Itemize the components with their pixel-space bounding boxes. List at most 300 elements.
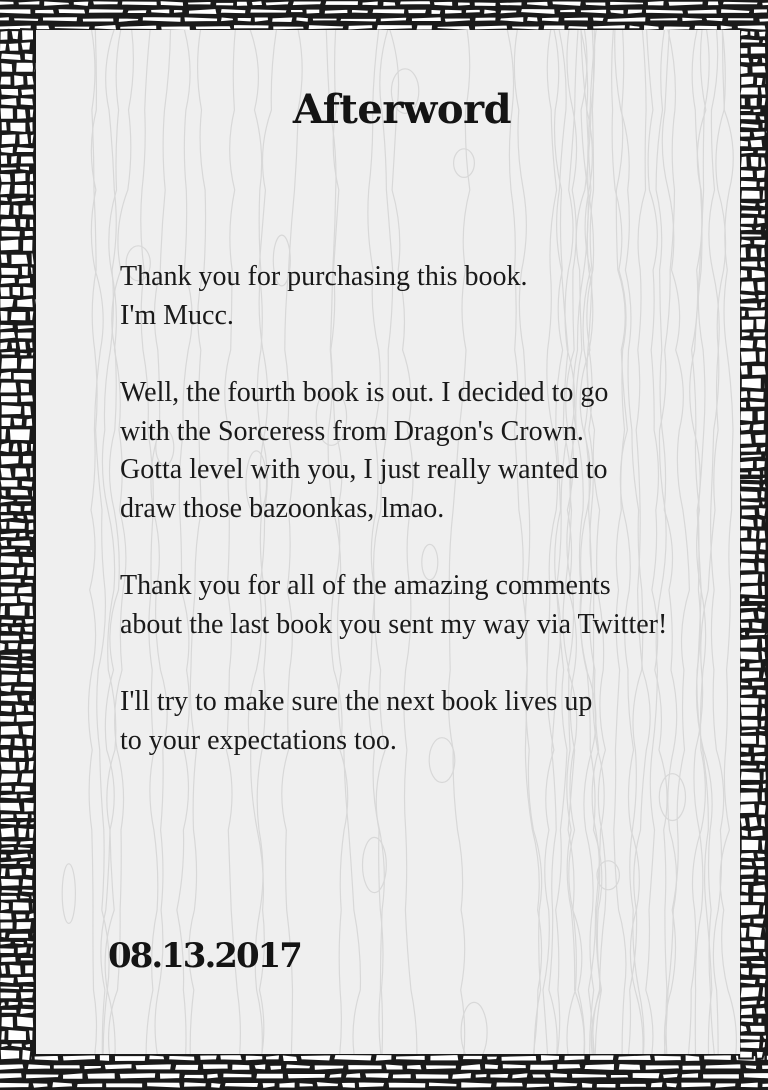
border-stone bbox=[0, 267, 19, 276]
border-stone bbox=[26, 704, 34, 713]
border-stone bbox=[761, 791, 766, 802]
border-stone bbox=[17, 827, 27, 838]
border-stone bbox=[460, 1081, 492, 1088]
border-stone bbox=[740, 483, 761, 489]
border-stone bbox=[10, 254, 29, 265]
border-stone bbox=[756, 852, 766, 858]
border-stone bbox=[0, 802, 21, 812]
border-stone bbox=[224, 1082, 260, 1088]
border-stone bbox=[765, 917, 767, 924]
border-stone bbox=[202, 1063, 229, 1070]
border-stone bbox=[0, 635, 21, 642]
border-stone bbox=[0, 853, 7, 859]
border-stone bbox=[739, 410, 753, 422]
border-stone bbox=[24, 230, 34, 237]
border-stone bbox=[1, 133, 17, 145]
border-stone bbox=[22, 985, 35, 990]
border-stone bbox=[0, 947, 15, 954]
border-stone bbox=[758, 30, 767, 37]
border-stone bbox=[392, 1073, 412, 1079]
border-stone bbox=[740, 150, 754, 155]
paragraph-1 bbox=[120, 258, 720, 335]
border-stone bbox=[62, 1054, 96, 1061]
border-stone bbox=[495, 1081, 524, 1087]
border-stone bbox=[748, 632, 767, 637]
border-stone bbox=[20, 155, 35, 164]
border-stone bbox=[27, 749, 35, 760]
border-stone bbox=[752, 884, 766, 894]
border-stone bbox=[11, 442, 19, 453]
border-stone bbox=[0, 878, 20, 887]
border-stone bbox=[760, 698, 766, 705]
border-stone bbox=[22, 455, 33, 465]
border-stone bbox=[741, 597, 746, 603]
border-stone bbox=[19, 352, 28, 357]
border-stone bbox=[739, 1041, 760, 1049]
border-stone bbox=[765, 390, 767, 398]
border-stone bbox=[21, 265, 29, 276]
border-stone bbox=[0, 146, 14, 155]
border-stone bbox=[740, 631, 747, 637]
border-stone bbox=[399, 0, 432, 5]
border-stone bbox=[86, 1072, 116, 1079]
border-stone bbox=[755, 1007, 767, 1015]
border-stone bbox=[764, 926, 767, 938]
border-stone bbox=[740, 719, 759, 728]
border-stone bbox=[33, 277, 34, 284]
border-stone bbox=[0, 183, 11, 195]
border-stone bbox=[291, 0, 322, 6]
border-stone bbox=[703, 1054, 732, 1061]
border-stone bbox=[0, 230, 21, 238]
border-stone bbox=[31, 931, 34, 937]
border-stone bbox=[188, 8, 218, 15]
border-stone bbox=[741, 377, 762, 389]
border-stone bbox=[750, 46, 766, 55]
border-stone bbox=[0, 539, 8, 547]
border-stone bbox=[499, 16, 525, 23]
border-stone bbox=[351, 9, 369, 14]
border-stone bbox=[444, 17, 472, 22]
border-stone bbox=[754, 860, 765, 867]
border-stone bbox=[762, 670, 767, 680]
border-stone bbox=[314, 1064, 345, 1071]
border-stone bbox=[764, 517, 767, 527]
border-stone bbox=[7, 642, 19, 650]
border-stone bbox=[0, 548, 16, 554]
border-stone bbox=[760, 156, 767, 168]
border-stone bbox=[762, 783, 767, 790]
border-stone bbox=[24, 618, 35, 625]
afterword-body bbox=[120, 258, 720, 799]
text-line: Well, the fourth book is out. I decided to go bbox=[120, 377, 609, 408]
border-stone bbox=[0, 1030, 6, 1041]
border-stone bbox=[28, 1029, 34, 1041]
border-stone bbox=[233, 24, 270, 29]
border-stone bbox=[9, 852, 29, 859]
border-stone bbox=[10, 504, 22, 512]
border-stone bbox=[10, 155, 18, 165]
border-stone bbox=[765, 1050, 766, 1060]
border-stone bbox=[305, 9, 320, 15]
border-stone bbox=[206, 1073, 219, 1080]
border-stone bbox=[82, 17, 115, 22]
border-stone bbox=[21, 29, 35, 41]
border-stone bbox=[681, 17, 703, 22]
border-stone bbox=[24, 1043, 31, 1049]
border-stone bbox=[21, 204, 35, 216]
border-stone bbox=[748, 400, 765, 407]
border-stone bbox=[269, 1065, 282, 1071]
border-stone bbox=[105, 1082, 143, 1088]
border-stone bbox=[33, 595, 35, 604]
border-stone bbox=[474, 1, 497, 7]
text-line: with the Sorceress from Dragon's Crown. bbox=[120, 415, 584, 447]
border-stone bbox=[287, 1073, 326, 1080]
border-stone bbox=[764, 454, 767, 460]
border-stone bbox=[0, 813, 14, 819]
border-stone bbox=[764, 227, 767, 232]
border-stone bbox=[10, 539, 31, 547]
paragraph-4 bbox=[120, 683, 720, 760]
border-stone bbox=[739, 1035, 761, 1041]
border-stone bbox=[755, 318, 766, 330]
border-stone bbox=[0, 1049, 20, 1060]
border-stone bbox=[16, 585, 32, 594]
border-stone bbox=[526, 1083, 551, 1089]
border-stone bbox=[756, 688, 767, 695]
border-stone bbox=[457, 1, 471, 6]
border-stone bbox=[7, 933, 29, 939]
border-stone bbox=[0, 618, 14, 624]
border-stone bbox=[19, 820, 28, 825]
border-stone bbox=[740, 280, 756, 292]
border-stone bbox=[563, 1055, 585, 1062]
border-stone bbox=[571, 1073, 608, 1079]
border-stone bbox=[705, 17, 724, 22]
border-stone bbox=[0, 310, 8, 322]
border-stone bbox=[21, 659, 34, 665]
border-stone bbox=[298, 1082, 314, 1088]
border-stone bbox=[0, 238, 19, 251]
border-stone bbox=[758, 734, 767, 746]
border-stone bbox=[33, 42, 35, 52]
border-stone bbox=[740, 852, 756, 860]
border-stone bbox=[29, 549, 33, 553]
border-stone bbox=[99, 1054, 110, 1062]
border-stone bbox=[0, 357, 18, 370]
border-stone bbox=[755, 225, 762, 231]
border-stone bbox=[761, 56, 767, 64]
border-stone bbox=[741, 331, 751, 338]
border-stone bbox=[739, 585, 759, 597]
border-stone bbox=[739, 960, 748, 965]
border-stone bbox=[753, 8, 768, 14]
border-stone bbox=[740, 260, 758, 268]
border-stone bbox=[0, 941, 12, 946]
border-stone bbox=[511, 1072, 529, 1079]
border-stone bbox=[20, 357, 35, 370]
border-stone bbox=[282, 1054, 299, 1062]
border-stone bbox=[384, 1063, 403, 1070]
border-stone bbox=[215, 2, 234, 7]
border-stone bbox=[183, 1081, 207, 1088]
border-stone bbox=[23, 505, 32, 512]
border-stone bbox=[0, 715, 16, 723]
border-stone bbox=[751, 680, 765, 687]
border-stone bbox=[740, 610, 756, 620]
border-stone bbox=[0, 901, 10, 911]
border-stone bbox=[0, 1016, 14, 1029]
border-stone bbox=[762, 1034, 767, 1040]
border-stone bbox=[751, 621, 762, 630]
border-stone bbox=[739, 471, 749, 475]
border-stone bbox=[0, 586, 16, 595]
border-stone bbox=[16, 566, 26, 577]
border-stone bbox=[592, 24, 626, 29]
border-stone bbox=[28, 828, 35, 839]
border-stone bbox=[529, 1064, 554, 1071]
border-stone bbox=[740, 622, 751, 630]
border-stone bbox=[29, 946, 34, 955]
border-stone bbox=[21, 888, 34, 893]
text-line: Gotta level with you, I just really wanted to bbox=[120, 454, 608, 485]
border-stone bbox=[758, 728, 765, 732]
border-stone bbox=[762, 1041, 767, 1049]
border-stone bbox=[0, 956, 17, 963]
border-stone bbox=[0, 371, 12, 380]
border-stone bbox=[264, 1, 290, 7]
border-stone bbox=[748, 816, 759, 828]
border-stone bbox=[556, 1063, 581, 1070]
border-stone bbox=[761, 1064, 768, 1070]
border-stone bbox=[17, 331, 33, 339]
border-stone bbox=[760, 209, 766, 216]
border-stone bbox=[765, 829, 767, 837]
border-stone bbox=[0, 0, 15, 6]
border-stone bbox=[382, 1, 396, 7]
border-stone bbox=[740, 999, 758, 1006]
border-stone bbox=[740, 454, 763, 459]
border-stone bbox=[0, 521, 8, 530]
border-stone bbox=[647, 0, 665, 6]
border-stone bbox=[765, 622, 767, 630]
border-stone bbox=[0, 324, 14, 331]
border-stone bbox=[650, 1081, 664, 1088]
border-stone bbox=[760, 706, 767, 718]
border-stone bbox=[662, 1073, 679, 1080]
border-stone bbox=[10, 311, 27, 321]
border-stone bbox=[324, 0, 359, 6]
border-stone bbox=[0, 705, 13, 713]
border-stone bbox=[62, 1072, 83, 1080]
border-stone bbox=[758, 530, 766, 540]
border-stone bbox=[758, 201, 766, 207]
border-stone bbox=[761, 1082, 768, 1088]
border-stone bbox=[753, 755, 766, 762]
border-stone bbox=[18, 532, 26, 538]
border-stone bbox=[361, 0, 379, 6]
border-stone bbox=[740, 784, 760, 790]
border-stone bbox=[31, 490, 34, 498]
border-stone bbox=[758, 553, 766, 560]
border-stone bbox=[32, 694, 35, 702]
border-stone bbox=[20, 394, 34, 403]
border-stone bbox=[0, 737, 12, 746]
border-stone bbox=[474, 17, 497, 22]
paragraph-2 bbox=[120, 374, 720, 528]
border-stone bbox=[740, 518, 755, 528]
border-stone bbox=[0, 684, 13, 693]
border-stone bbox=[765, 1017, 767, 1022]
border-stone bbox=[0, 489, 6, 498]
border-stone bbox=[0, 977, 15, 984]
border-stone bbox=[33, 921, 34, 931]
border-stone bbox=[33, 166, 35, 172]
page-title: Afterword bbox=[292, 86, 512, 133]
border-stone bbox=[15, 913, 27, 920]
border-stone bbox=[739, 364, 748, 375]
border-stone bbox=[750, 470, 761, 476]
border-stone bbox=[489, 1073, 509, 1079]
border-stone bbox=[0, 912, 13, 921]
border-stone bbox=[316, 1081, 340, 1087]
border-stone bbox=[261, 1082, 275, 1089]
border-stone bbox=[739, 302, 758, 309]
border-stone bbox=[500, 1055, 537, 1062]
border-stone bbox=[0, 604, 6, 616]
border-stone bbox=[763, 377, 766, 390]
border-stone bbox=[312, 18, 338, 22]
border-stone bbox=[740, 746, 750, 753]
border-stone bbox=[0, 785, 13, 792]
border-stone bbox=[28, 521, 35, 531]
border-stone bbox=[31, 252, 35, 265]
border-stone bbox=[83, 1065, 102, 1070]
border-stone bbox=[760, 301, 766, 309]
border-stone bbox=[0, 985, 20, 990]
border-stone bbox=[761, 573, 765, 583]
border-stone bbox=[739, 460, 754, 469]
border-stone bbox=[740, 861, 753, 867]
border-stone bbox=[751, 365, 767, 376]
border-stone bbox=[665, 1082, 678, 1089]
border-stone bbox=[0, 395, 18, 403]
border-stone bbox=[429, 1054, 459, 1061]
border-stone bbox=[762, 470, 765, 477]
border-stone bbox=[740, 529, 749, 539]
border-stone bbox=[618, 1063, 642, 1071]
border-stone bbox=[752, 58, 759, 63]
border-stone bbox=[610, 1074, 630, 1079]
border-stone bbox=[0, 467, 13, 479]
text-line: I'll try to make sure the next book lives up bbox=[120, 686, 593, 717]
border-stone bbox=[484, 1063, 499, 1070]
border-stone bbox=[25, 1073, 60, 1079]
border-stone bbox=[415, 1073, 450, 1079]
border-stone bbox=[750, 247, 759, 257]
border-stone bbox=[333, 1054, 373, 1062]
border-stone bbox=[20, 957, 34, 961]
border-stone bbox=[0, 921, 14, 930]
border-stone bbox=[0, 253, 8, 264]
border-stone bbox=[0, 725, 20, 736]
border-stone bbox=[739, 735, 757, 745]
border-stone bbox=[632, 1072, 661, 1079]
border-stone bbox=[0, 654, 19, 659]
border-stone bbox=[0, 761, 17, 772]
border-stone bbox=[740, 169, 754, 178]
border-stone bbox=[15, 813, 29, 819]
border-stone bbox=[20, 793, 35, 799]
border-stone bbox=[740, 728, 757, 733]
border-stone bbox=[739, 423, 751, 432]
border-stone bbox=[0, 341, 9, 351]
border-stone bbox=[30, 894, 34, 900]
border-stone bbox=[10, 30, 19, 40]
border-stone bbox=[19, 218, 27, 229]
border-stone bbox=[0, 566, 15, 576]
border-stone bbox=[609, 9, 625, 15]
border-stone bbox=[756, 77, 764, 86]
border-stone bbox=[11, 626, 22, 633]
border-stone bbox=[541, 17, 560, 23]
border-stone bbox=[0, 867, 7, 877]
border-stone bbox=[295, 16, 309, 23]
border-stone bbox=[0, 1072, 23, 1080]
border-stone bbox=[173, 9, 184, 14]
border-stone bbox=[33, 453, 35, 464]
border-stone bbox=[740, 755, 752, 762]
border-stone bbox=[760, 246, 766, 258]
border-stone bbox=[126, 9, 148, 14]
border-stone bbox=[29, 821, 35, 826]
border-stone bbox=[407, 9, 427, 14]
border-stone bbox=[761, 39, 766, 44]
border-stone bbox=[231, 1063, 250, 1070]
border-stone bbox=[14, 703, 25, 713]
border-stone bbox=[707, 0, 720, 6]
border-stone bbox=[21, 667, 34, 672]
border-stone bbox=[23, 405, 32, 417]
border-stone bbox=[760, 604, 767, 608]
border-stone bbox=[118, 17, 140, 23]
border-stone bbox=[254, 16, 269, 23]
border-stone bbox=[760, 490, 766, 499]
border-stone bbox=[265, 1054, 280, 1060]
border-stone bbox=[757, 610, 766, 620]
border-stone bbox=[0, 154, 8, 165]
border-stone bbox=[762, 477, 766, 482]
border-stone bbox=[761, 986, 766, 999]
border-stone bbox=[220, 16, 235, 22]
border-stone bbox=[0, 16, 10, 22]
border-stone bbox=[358, 1081, 386, 1088]
border-stone bbox=[754, 434, 766, 444]
border-stone bbox=[714, 1082, 737, 1089]
border-stone bbox=[430, 9, 441, 15]
border-stone bbox=[1, 428, 8, 440]
border-stone bbox=[753, 239, 767, 246]
border-stone bbox=[26, 940, 35, 945]
border-stone bbox=[0, 173, 12, 183]
border-stone bbox=[756, 216, 766, 225]
border-stone bbox=[739, 573, 759, 584]
border-stone bbox=[31, 1082, 48, 1088]
border-stone bbox=[756, 1051, 764, 1059]
border-stone bbox=[759, 446, 766, 453]
border-stone bbox=[758, 763, 766, 769]
